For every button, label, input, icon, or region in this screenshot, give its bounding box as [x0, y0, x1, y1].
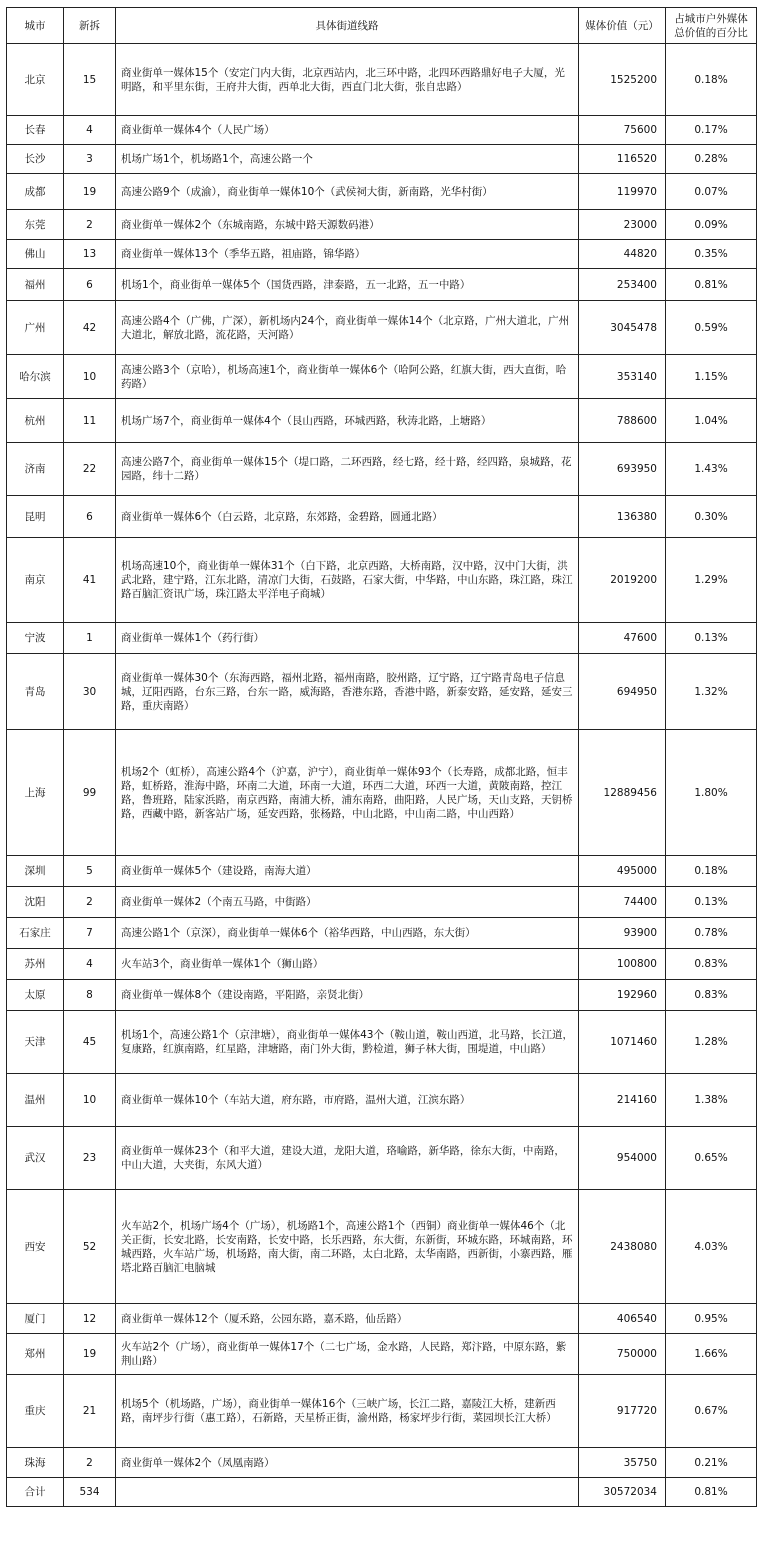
- cell-pct: 0.13%: [666, 623, 757, 654]
- cell-value: 353140: [579, 355, 666, 399]
- cell-value: 100800: [579, 949, 666, 980]
- table-row: [7, 623, 757, 654]
- cell-routes: 机场广场1个，机场路1个，高速公路一个: [116, 145, 579, 174]
- cell-pct: 1.04%: [666, 399, 757, 443]
- cell-routes: 商业街单一媒体13个（季华五路，祖庙路，锦华路）: [116, 240, 579, 269]
- cell-pct: 1.66%: [666, 1334, 757, 1375]
- cell-value: 192960: [579, 980, 666, 1011]
- cell-pct: 0.28%: [666, 145, 757, 174]
- cell-city: 成都: [7, 174, 64, 210]
- cell-routes: 商业街单一媒体10个（车站大道，府东路，市府路，温州大道，江滨东路）: [116, 1074, 579, 1127]
- cell-pct: 0.18%: [666, 856, 757, 887]
- cell-routes: [116, 1478, 579, 1507]
- cell-value: 23000: [579, 210, 666, 240]
- cell-routes: 商业街单一媒体23个（和平大道，建设大道，龙阳大道，珞喻路，新华路，徐东大街，中南路，中山大道，大夹街，东风大道）: [116, 1127, 579, 1190]
- cell-routes: 商业街单一媒体2（个南五马路，中街路）: [116, 887, 579, 918]
- cell-routes: 商业街单一媒体4个（人民广场）: [116, 116, 579, 145]
- cell-city: 珠海: [7, 1448, 64, 1478]
- table-row: [7, 355, 757, 399]
- table-body: [7, 44, 757, 1507]
- cell-routes: 商业街单一媒体2个（东城南路，东城中路天源数码港）: [116, 210, 579, 240]
- cell-pct: 1.32%: [666, 654, 757, 730]
- cell-new: 15: [64, 44, 116, 116]
- table-row: [7, 174, 757, 210]
- cell-value: 74400: [579, 887, 666, 918]
- cell-new: 2: [64, 887, 116, 918]
- cell-routes: 高速公路1个（京深），商业街单一媒体6个（裕华西路，中山西路，东大街）: [116, 918, 579, 949]
- table-row: [7, 980, 757, 1011]
- cell-city: 北京: [7, 44, 64, 116]
- cell-city: 武汉: [7, 1127, 64, 1190]
- cell-pct: 1.29%: [666, 538, 757, 623]
- cell-routes: 商业街单一媒体2个（凤凰南路）: [116, 1448, 579, 1478]
- cell-value: 30572034: [579, 1478, 666, 1507]
- cell-city: 济南: [7, 443, 64, 496]
- cell-value: 2019200: [579, 538, 666, 623]
- cell-new: 3: [64, 145, 116, 174]
- cell-city: 宁波: [7, 623, 64, 654]
- cell-value: 253400: [579, 269, 666, 301]
- cell-new: 19: [64, 1334, 116, 1375]
- cell-value: 214160: [579, 1074, 666, 1127]
- table-row: [7, 1375, 757, 1448]
- cell-city: 温州: [7, 1074, 64, 1127]
- cell-pct: 0.65%: [666, 1127, 757, 1190]
- cell-routes: 机场1个，商业街单一媒体5个（国货西路，津泰路，五一北路，五一中路）: [116, 269, 579, 301]
- table-row: [7, 210, 757, 240]
- cell-value: 693950: [579, 443, 666, 496]
- cell-city: 苏州: [7, 949, 64, 980]
- cell-value: 35750: [579, 1448, 666, 1478]
- table-row: [7, 856, 757, 887]
- table-row: [7, 730, 757, 856]
- cell-pct: 0.59%: [666, 301, 757, 355]
- cell-city: 太原: [7, 980, 64, 1011]
- cell-new: 1: [64, 623, 116, 654]
- cell-new: 13: [64, 240, 116, 269]
- media-value-table: [6, 7, 757, 1507]
- table-row: [7, 44, 757, 116]
- cell-routes: 火车站2个（广场），商业街单一媒体17个（二七广场，金水路，人民路，郑汴路，中原东路，紫荆山路）: [116, 1334, 579, 1375]
- total-row: [7, 1478, 757, 1507]
- cell-new: 23: [64, 1127, 116, 1190]
- cell-value: 3045478: [579, 301, 666, 355]
- cell-city: 杭州: [7, 399, 64, 443]
- cell-pct: 0.67%: [666, 1375, 757, 1448]
- cell-pct: 0.18%: [666, 44, 757, 116]
- table-row: [7, 240, 757, 269]
- cell-new: 4: [64, 949, 116, 980]
- table-row: [7, 949, 757, 980]
- table-row: [7, 1334, 757, 1375]
- cell-value: 12889456: [579, 730, 666, 856]
- cell-new: 5: [64, 856, 116, 887]
- cell-city: 天津: [7, 1011, 64, 1074]
- cell-value: 44820: [579, 240, 666, 269]
- cell-city: 佛山: [7, 240, 64, 269]
- cell-pct: 0.83%: [666, 980, 757, 1011]
- cell-new: 11: [64, 399, 116, 443]
- cell-pct: 0.78%: [666, 918, 757, 949]
- cell-new: 19: [64, 174, 116, 210]
- table-row: [7, 301, 757, 355]
- table-row: [7, 1074, 757, 1127]
- table-row: [7, 116, 757, 145]
- cell-new: 8: [64, 980, 116, 1011]
- cell-pct: 0.13%: [666, 887, 757, 918]
- cell-pct: 0.17%: [666, 116, 757, 145]
- cell-routes: 机场广场7个，商业街单一媒体4个（艮山西路，环城西路，秋涛北路，上塘路）: [116, 399, 579, 443]
- cell-new: 99: [64, 730, 116, 856]
- cell-new: 7: [64, 918, 116, 949]
- cell-city: 青岛: [7, 654, 64, 730]
- cell-value: 47600: [579, 623, 666, 654]
- cell-new: 30: [64, 654, 116, 730]
- cell-value: 116520: [579, 145, 666, 174]
- cell-routes: 高速公路9个（成渝），商业街单一媒体10个（武侯祠大街，新南路，光华村街）: [116, 174, 579, 210]
- table-row: [7, 399, 757, 443]
- table-row: [7, 496, 757, 538]
- cell-city: 上海: [7, 730, 64, 856]
- cell-value: 2438080: [579, 1190, 666, 1304]
- cell-city: 合计: [7, 1478, 64, 1507]
- header-value: 媒体价值（元）: [579, 8, 666, 44]
- cell-new: 2: [64, 210, 116, 240]
- cell-value: 1525200: [579, 44, 666, 116]
- header-city: 城市: [7, 8, 64, 44]
- cell-pct: 0.09%: [666, 210, 757, 240]
- cell-routes: 商业街单一媒体15个（安定门内大街，北京西站内，北三环中路，北四环西路鼎好电子大厦，光明路，和平里东街，王府井大街，西单北大街，西直门北大街，张自忠路）: [116, 44, 579, 116]
- cell-new: 12: [64, 1304, 116, 1334]
- cell-new: 6: [64, 269, 116, 301]
- cell-routes: 机场1个，高速公路1个（京津塘），商业街单一媒体43个（鞍山道，鞍山西道，北马路，长江道，复康路，红旗南路，红星路，津塘路，南门外大街，黔检道，狮子林大街，围堤道，中山路）: [116, 1011, 579, 1074]
- cell-value: 93900: [579, 918, 666, 949]
- table-row: [7, 538, 757, 623]
- cell-pct: 4.03%: [666, 1190, 757, 1304]
- cell-new: 6: [64, 496, 116, 538]
- cell-routes: 高速公路7个，商业街单一媒体15个（堤口路，二环西路，经七路，经十路，经四路，泉城路，花园路，纬十二路）: [116, 443, 579, 496]
- cell-value: 750000: [579, 1334, 666, 1375]
- header-routes: 具体街道线路: [116, 8, 579, 44]
- cell-pct: 1.43%: [666, 443, 757, 496]
- cell-value: 954000: [579, 1127, 666, 1190]
- cell-new: 22: [64, 443, 116, 496]
- cell-routes: 机场2个（虹桥），高速公路4个（沪嘉，沪宁），商业街单一媒体93个（长寿路，成都北路，恒丰路，虹桥路，淮海中路，环南二大道，环南一大道，环西二大道，环西一大道，黄陂南路，控江路，鲁班路，陆家浜路，南京西路，南浦大桥，浦东南路，曲阳路，人民广场，天山支路，天钥桥路，西藏中路，新客站广场，延安西路，张杨路，中山北路，中山南二路，中山西路）: [116, 730, 579, 856]
- cell-pct: 0.35%: [666, 240, 757, 269]
- cell-routes: 商业街单一媒体8个（建设南路，平阳路，亲贤北街）: [116, 980, 579, 1011]
- cell-city: 郑州: [7, 1334, 64, 1375]
- cell-new: 42: [64, 301, 116, 355]
- cell-value: 119970: [579, 174, 666, 210]
- cell-pct: 0.07%: [666, 174, 757, 210]
- cell-routes: 商业街单一媒体12个（厦禾路，公园东路，嘉禾路，仙岳路）: [116, 1304, 579, 1334]
- header-new: 新拆: [64, 8, 116, 44]
- cell-pct: 0.30%: [666, 496, 757, 538]
- cell-new: 4: [64, 116, 116, 145]
- cell-value: 136380: [579, 496, 666, 538]
- cell-routes: 商业街单一媒体6个（白云路，北京路，东郊路，金碧路，圆通北路）: [116, 496, 579, 538]
- cell-routes: 商业街单一媒体30个（东海西路，福州北路，福州南路，胶州路，辽宁路，辽宁路青岛电子信息城，辽阳西路，台东三路，台东一路，威海路，香港东路，香港中路，新泰安路，延安路，延安三路，重庆南路）: [116, 654, 579, 730]
- table-row: [7, 1011, 757, 1074]
- cell-city: 长沙: [7, 145, 64, 174]
- cell-pct: 0.81%: [666, 1478, 757, 1507]
- cell-routes: 高速公路3个（京哈），机场高速1个，商业街单一媒体6个（哈阿公路，红旗大街，西大直街，哈药路）: [116, 355, 579, 399]
- cell-new: 21: [64, 1375, 116, 1448]
- cell-pct: 0.81%: [666, 269, 757, 301]
- cell-value: 406540: [579, 1304, 666, 1334]
- cell-value: 495000: [579, 856, 666, 887]
- cell-routes: 商业街单一媒体1个（药行街）: [116, 623, 579, 654]
- cell-value: 1071460: [579, 1011, 666, 1074]
- cell-city: 福州: [7, 269, 64, 301]
- cell-pct: 1.38%: [666, 1074, 757, 1127]
- cell-new: 41: [64, 538, 116, 623]
- table-row: [7, 1127, 757, 1190]
- cell-new: 52: [64, 1190, 116, 1304]
- table-row: [7, 145, 757, 174]
- table-row: [7, 1448, 757, 1478]
- cell-pct: 1.80%: [666, 730, 757, 856]
- cell-city: 沈阳: [7, 887, 64, 918]
- cell-routes: 火车站3个，商业街单一媒体1个（狮山路）: [116, 949, 579, 980]
- cell-pct: 0.95%: [666, 1304, 757, 1334]
- table-row: [7, 887, 757, 918]
- table-row: [7, 269, 757, 301]
- cell-city: 深圳: [7, 856, 64, 887]
- cell-routes: 商业街单一媒体5个（建设路，南海大道）: [116, 856, 579, 887]
- cell-pct: 0.83%: [666, 949, 757, 980]
- table-row: [7, 1304, 757, 1334]
- cell-pct: 1.28%: [666, 1011, 757, 1074]
- cell-new: 2: [64, 1448, 116, 1478]
- cell-value: 694950: [579, 654, 666, 730]
- cell-routes: 高速公路4个（广佛，广深），新机场内24个，商业街单一媒体14个（北京路，广州大道北，广州大道北，解放北路，流花路，天河路）: [116, 301, 579, 355]
- cell-pct: 0.21%: [666, 1448, 757, 1478]
- cell-city: 广州: [7, 301, 64, 355]
- cell-value: 917720: [579, 1375, 666, 1448]
- cell-routes: 火车站2个，机场广场4个（广场），机场路1个，高速公路1个（西铜）商业街单一媒体46个（北关正街，长安北路，长安南路，长安中路，长乐西路，东大街，东新街，环城东路，环城南路，环城西路，火车站广场，机场路，南大街，南二环路，太白北路，太华南路，西新街，小寨西路，雁塔北路百脑汇电脑城: [116, 1190, 579, 1304]
- cell-city: 厦门: [7, 1304, 64, 1334]
- cell-city: 石家庄: [7, 918, 64, 949]
- cell-new: 10: [64, 355, 116, 399]
- table-row: [7, 918, 757, 949]
- cell-city: 长春: [7, 116, 64, 145]
- table-row: [7, 1190, 757, 1304]
- cell-city: 西安: [7, 1190, 64, 1304]
- cell-routes: 机场高速10个，商业街单一媒体31个（白下路，北京西路，大桥南路，汉中路，汉中门大街，洪武北路，建宁路，江东北路，清凉门大街，石鼓路，石家大街，中华路，中山东路，珠江路，珠江路百脑汇资讯广场，珠江路太平洋电子商城）: [116, 538, 579, 623]
- cell-city: 南京: [7, 538, 64, 623]
- cell-city: 东莞: [7, 210, 64, 240]
- cell-new: 45: [64, 1011, 116, 1074]
- cell-new: 10: [64, 1074, 116, 1127]
- cell-city: 昆明: [7, 496, 64, 538]
- cell-pct: 1.15%: [666, 355, 757, 399]
- table-row: [7, 443, 757, 496]
- header-pct: 占城市户外媒体总价值的百分比: [666, 8, 757, 44]
- cell-city: 重庆: [7, 1375, 64, 1448]
- cell-value: 788600: [579, 399, 666, 443]
- cell-city: 哈尔滨: [7, 355, 64, 399]
- table-row: [7, 654, 757, 730]
- cell-new: 534: [64, 1478, 116, 1507]
- header-row: [7, 8, 757, 44]
- cell-routes: 机场5个（机场路，广场），商业街单一媒体16个（三峡广场，长江二路，嘉陵江大桥，建新西路，南坪步行街（惠工路），石新路，天星桥正街，渝州路，杨家坪步行街，菜园坝长江大桥）: [116, 1375, 579, 1448]
- cell-value: 75600: [579, 116, 666, 145]
